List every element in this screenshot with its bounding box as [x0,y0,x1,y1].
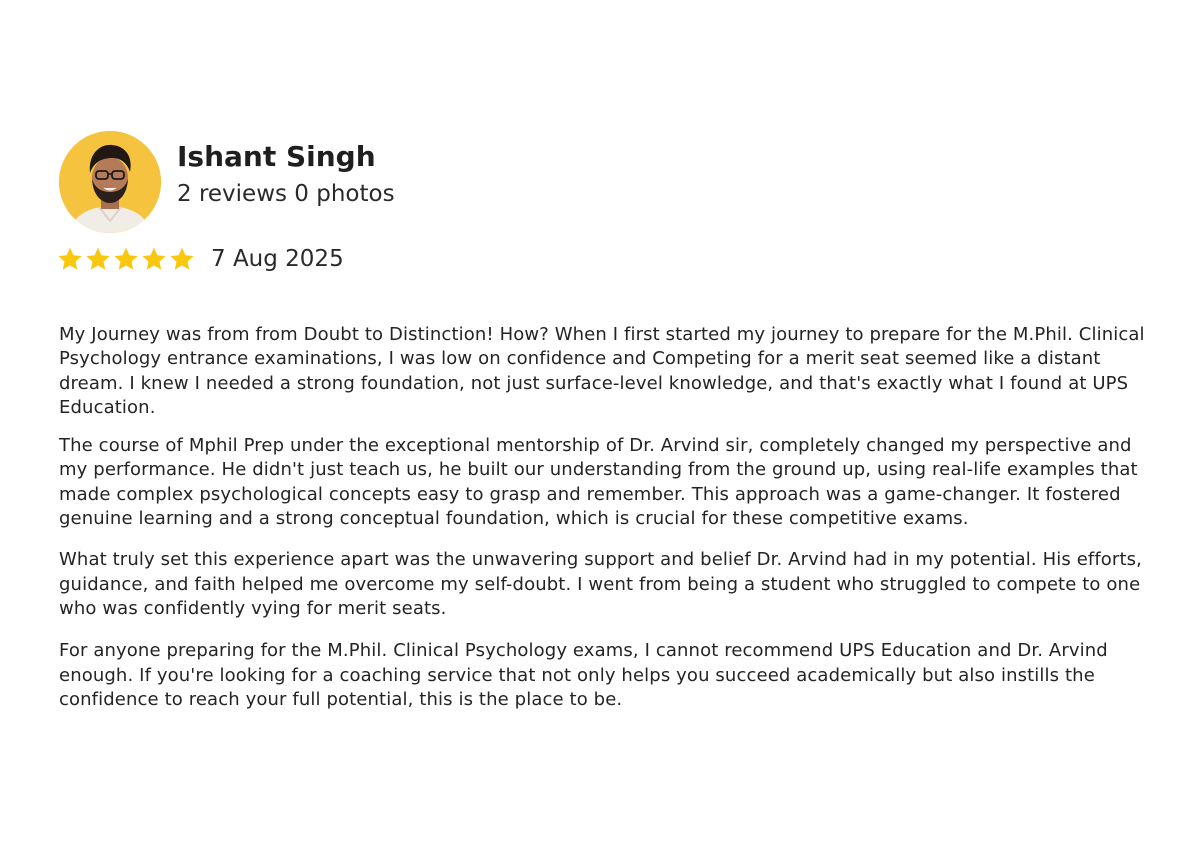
review-body [59,323,1161,726]
star-icon [85,246,111,272]
avatar-photo [59,131,161,233]
review-paragraph: The course of Mphil Prep under the exceptional mentorship of Dr. Arvind sir, completely changed my perspective and my performance. He didn't just teach us, he built our understanding from the ground up, using real-life examples that made complex psychological concepts easy to grasp and remember. This approach was a game-changer. It fostered genuine learning and a strong conceptual foundation, which is crucial for these competitive exams. [59,435,1138,530]
review-paragraph: What truly set this experience apart was the unwavering support and belief Dr. Arvind had in my potential. His efforts, guidance, and faith helped me overcome my self-doubt. I went from being a student who struggled to compete to one who was confidently vying for merit seats. [59,549,1142,619]
review-paragraph: My Journey was from from Doubt to Distinction! How? When I first started my journey to prepare for the M.Phil. Clinical Psychology entrance examinations, I was low on confidence and Competing for a merit seat seemed like a distant dream. I knew I needed a strong foundation, not just surface-level knowledge, and that's exactly what I found at UPS Education. [59,324,1145,418]
reviewer-name[interactable]: Ishant Singh [177,140,376,173]
star-rating [57,246,197,272]
avatar[interactable] [59,131,161,233]
reviewer-stats: 2 reviews 0 photos [177,181,395,207]
star-icon [169,246,195,272]
star-icon [57,246,83,272]
rating-row [57,242,344,276]
star-icon [141,246,167,272]
star-icon [113,246,139,272]
review-paragraph: For anyone preparing for the M.Phil. Clinical Psychology exams, I cannot recommend UPS Education and Dr. Arvind enough. If you're looking for a coaching service that not only helps you succeed academically but also instills the confidence to reach your full potential, this is the place to be. [59,640,1108,710]
review-date: 7 Aug 2025 [211,246,344,272]
